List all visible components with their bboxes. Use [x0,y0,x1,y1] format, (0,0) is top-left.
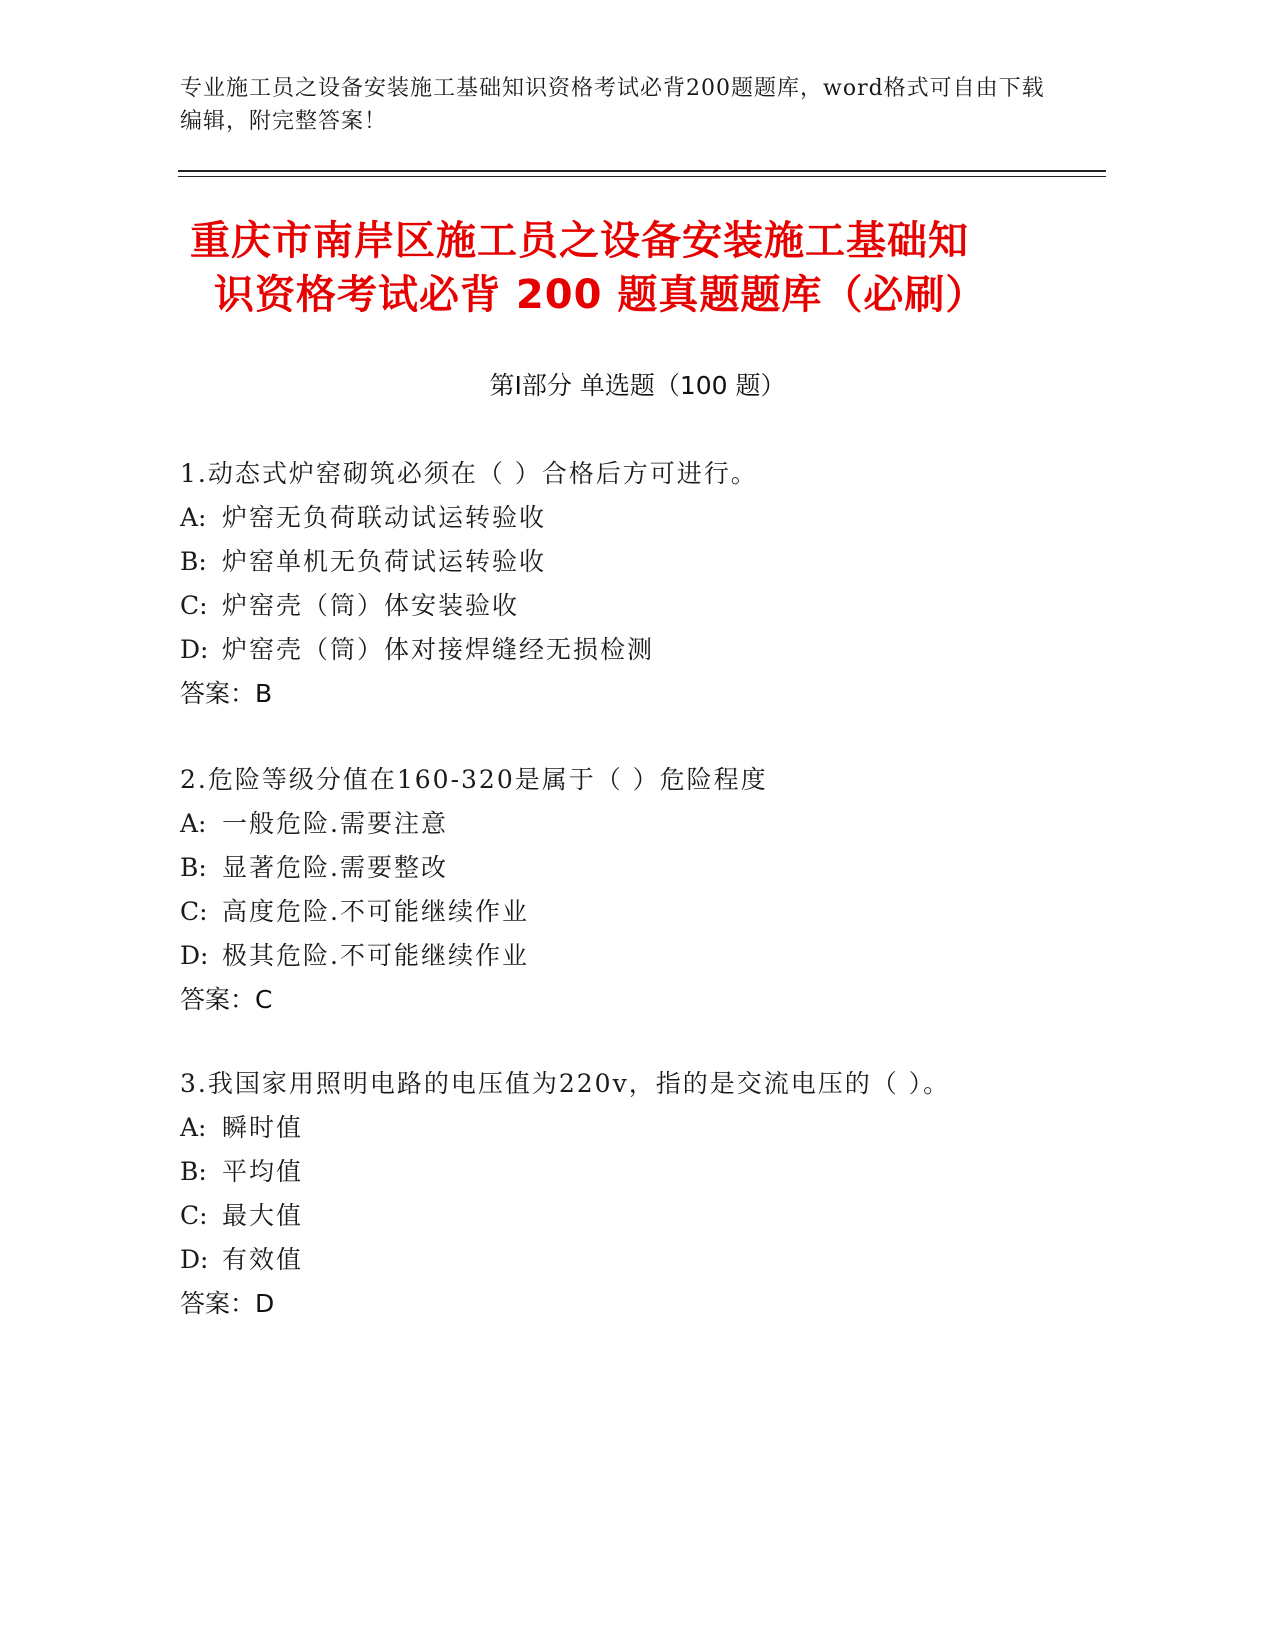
question-2 [180,758,1120,1022]
option-letter: B: [180,1157,207,1186]
option-letter: D: [180,635,209,664]
option-text: 瞬时值 [222,1113,304,1142]
option-text: 炉窑单机无负荷试运转验收 [222,547,547,576]
header-rule-thick [178,170,1106,172]
option-a [180,1106,1120,1150]
option-b [180,1150,1120,1194]
document-title-line-1: 重庆市南岸区施工员之设备安装施工基础知 [190,218,969,264]
question-stem: 2.危险等级分值在160-320是属于（ ）危险程度 [180,765,768,794]
option-c [180,584,1120,628]
header-note: 专业施工员之设备安装施工基础知识资格考试必背200题题库，word格式可自由下载编辑，附完整答案！ [180,76,1045,134]
option-letter: B: [180,853,207,882]
option-text: 极其危险.不可能继续作业 [222,941,529,970]
option-b [180,846,1120,890]
section-title: 第Ⅰ部分 单选题（100 题） [489,371,786,400]
document-title-line-2: 识资格考试必背 200 题真题题库（必刷） [214,272,987,318]
option-text: 有效值 [222,1245,304,1274]
option-d [180,628,1120,672]
option-letter: D: [180,1245,209,1274]
option-d [180,1238,1120,1282]
answer: 答案：C [180,985,273,1014]
question-1 [180,452,1120,716]
question-stem: 1.动态式炉窑砌筑必须在（ ）合格后方可进行。 [180,459,758,488]
option-letter: C: [180,1201,208,1230]
option-letter: B: [180,547,207,576]
option-text: 炉窑无负荷联动试运转验收 [222,503,547,532]
option-a [180,802,1120,846]
document-title [190,214,1090,322]
option-text: 炉窑壳（筒）体对接焊缝经无损检测 [222,635,655,664]
question-3 [180,1062,1120,1326]
option-text: 炉窑壳（筒）体安装验收 [222,591,520,620]
option-text: 显著危险.需要整改 [222,853,448,882]
answer: 答案：D [180,1289,275,1318]
option-b [180,540,1120,584]
option-letter: C: [180,591,208,620]
header-rule-thin [178,176,1106,177]
option-text: 平均值 [222,1157,304,1186]
option-letter: C: [180,897,208,926]
question-stem: 3.我国家用照明电路的电压值为220v，指的是交流电压的（ ）。 [180,1069,951,1098]
option-text: 高度危险.不可能继续作业 [222,897,529,926]
option-text: 一般危险.需要注意 [222,809,448,838]
option-letter: A: [180,503,207,532]
option-letter: D: [180,941,209,970]
option-c [180,1194,1120,1238]
option-letter: A: [180,1113,207,1142]
option-a [180,496,1120,540]
option-d [180,934,1120,978]
option-c [180,890,1120,934]
answer: 答案：B [180,679,273,708]
option-text: 最大值 [222,1201,304,1230]
option-letter: A: [180,809,207,838]
